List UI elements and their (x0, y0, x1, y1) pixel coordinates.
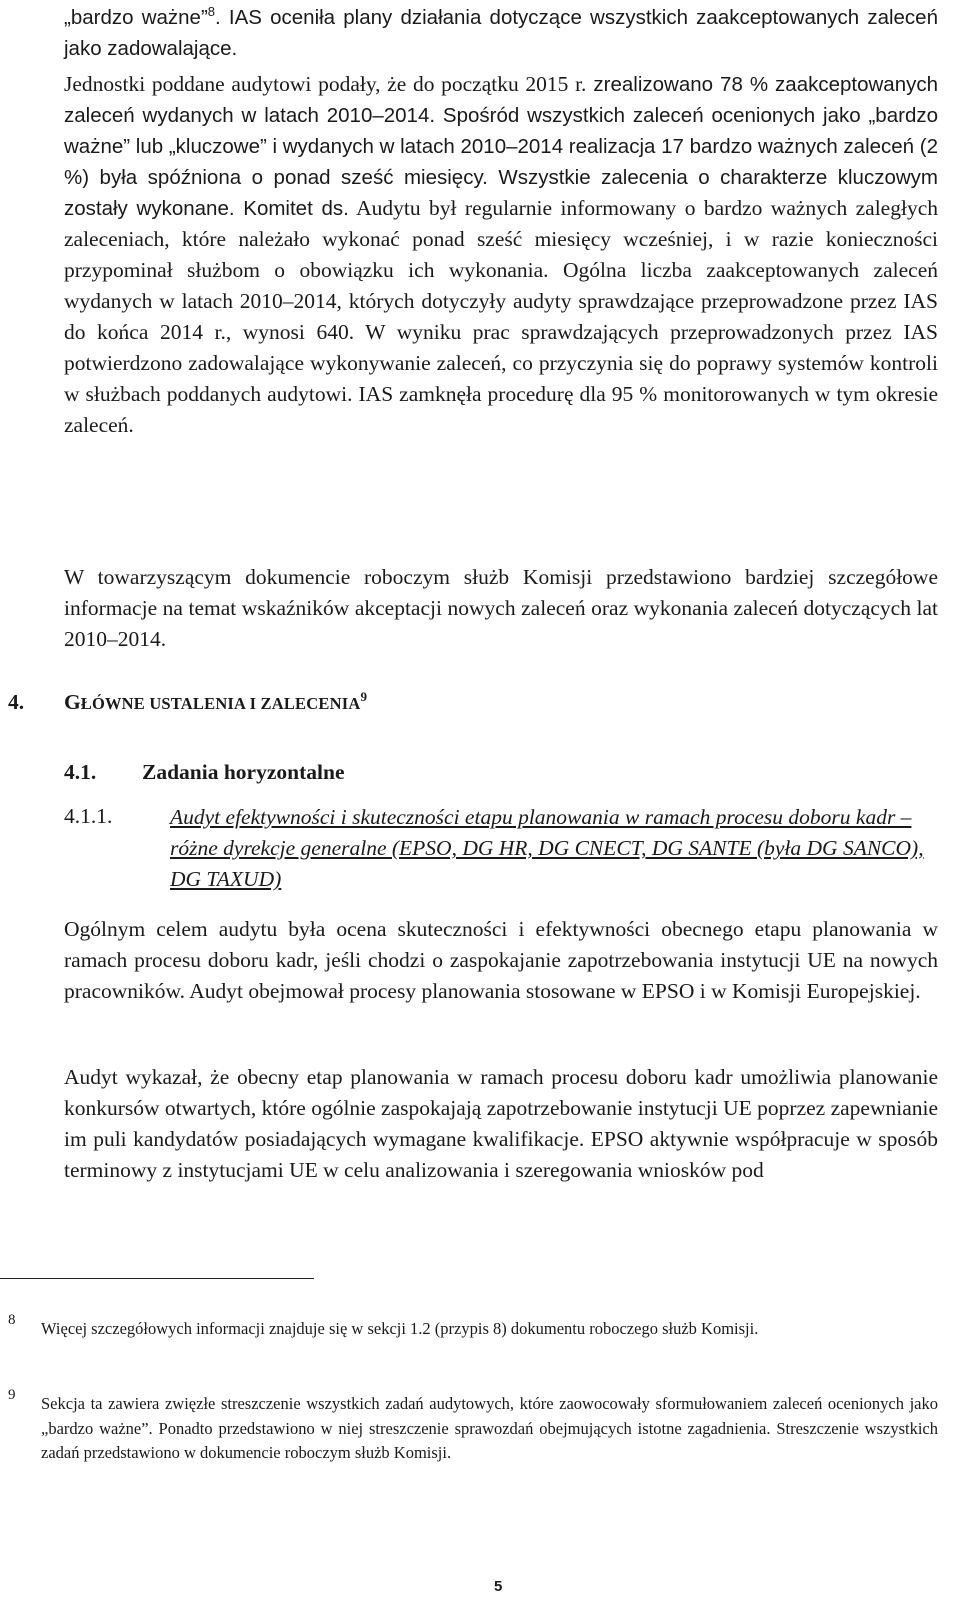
paragraph-text: . IAS oceniła plany działania dotyczące wszystkich zaakceptowanych zaleceń jako zadowalające. (64, 6, 938, 60)
footnote-mark-8: 8 (8, 1312, 16, 1328)
section-title-initial: G (64, 690, 81, 714)
subsubsection-title: Audyt efektywności i skuteczności etapu planowania w ramach procesu doboru kadr – różne dyrekcje generalne (EPSO, DG HR, DG CNECT, DG SANTE (była DG SANCO), DG TAXUD) (170, 805, 924, 891)
page-number: 5 (494, 1578, 503, 1595)
footnote-ref-8[interactable]: 8 (207, 4, 216, 20)
footnote-mark-9: 9 (8, 1387, 16, 1403)
paragraph-text: Jednostki poddane audytowi podały, że do początku 2015 r. (64, 72, 587, 96)
subsection-number: 4.1. (64, 760, 97, 784)
section-title: ŁÓWNE USTALENIA I ZALECENIA (80, 694, 361, 713)
paragraph-audit-objective: Ogólnym celem audytu była ocena skuteczności i efektywności obecnego etapu planowania w ramach procesu doboru kadr, jeśli chodzi o zaspokajanie zapotrzebowania instytucji UE na nowych pracowników. Audyt obejmował procesy planowania stosowane w EPSO i w Komisji Europejskiej. (64, 917, 938, 1003)
footnote-ref-9[interactable]: 9 (360, 688, 367, 704)
paragraph-text: zrealizowano 78 % zaakceptowanych zaleceń wydanych w latach 2010–2014. Spośród wszystkich zaleceń ocenionych jako „bardzo ważne” lub „kluczowe” i wydanych w latach 2010–2014 realizacja 17 bardzo ważnych zaleceń (2 %) była spóźniona o ponad sześć miesięcy. Wszystkie zalecenia o charakterze kluczowym zostały wykonane. Komitet ds. (64, 73, 939, 220)
paragraph-text: W wyniku prac sprawdzających przeprowadzonych przez IAS potwierdzono zadowalające wykonywanie zaleceń, co przyczynia się do poprawy systemów kontroli w służbach poddanych audytowi. IAS zamknęła procedurę dla 95 % monitorowanych w tym okresie zaleceń. (64, 320, 938, 437)
subsection-heading-4-1 (64, 760, 345, 785)
footnote-8: Więcej szczegółowych informacji znajduje się w sekcji 1.2 (przypis 8) dokumentu roboczego służb Komisji. (41, 1319, 759, 1338)
subsubsection-number: 4.1.1. (64, 804, 113, 828)
paragraph-text: Audytu był regularnie informowany o bardzo ważnych zaległych zaleceniach, które należało wykonać ponad sześć miesięcy wcześniej, i w razie konieczności przypominał służbom o obowiązku ich wykonania. (64, 196, 938, 282)
paragraph-audit-findings: Audyt wykazał, że obecny etap planowania w ramach procesu doboru kadr umożliwia planowanie konkursów otwartych, które ogólnie zaspokajają zapotrzebowanie instytucji UE poprzez zapewnianie im puli kandydatów posiadających wymagane kwalifikacje. EPSO aktywnie współpracuje w sposób terminowy z instytucjami UE w celu analizowania i szeregowania wniosków pod (64, 1065, 939, 1182)
footnote-9: Sekcja ta zawiera zwięzłe streszczenie wszystkich zadań audytowych, które zaowocowały sformułowaniem zaleceń ocenionych jako „bardzo ważne”. Ponadto przedstawiono w niej streszczenie sprawozdań obejmujących istotne zagadnienia. Streszczenie wszystkich zadań przedstawiono w dokumencie roboczym służb Komisji. (41, 1394, 938, 1462)
paragraph-implementation-status (64, 69, 938, 441)
section-heading-4 (8, 690, 367, 715)
section-number: 4. (8, 690, 25, 714)
paragraph-text: Ogólna liczba zaakceptowanych zaleceń wydanych w latach 2010–2014, których dotyczyły audyty sprawdzające przeprowadzone przez IAS do końca 2014 r., wynosi 640. (64, 258, 938, 344)
paragraph-action-plans (64, 2, 938, 64)
quoted-term: „bardzo ważne” (64, 6, 208, 29)
paragraph-working-document: W towarzyszącym dokumencie roboczym służb Komisji przedstawiono bardziej szczegółowe informacje na temat wskaźników akceptacji nowych zaleceń oraz wykonania zaleceń dotyczących lat 2010–2014. (64, 565, 938, 651)
subsection-title: Zadania horyzontalne (142, 760, 345, 784)
footnote-separator (0, 1278, 314, 1279)
